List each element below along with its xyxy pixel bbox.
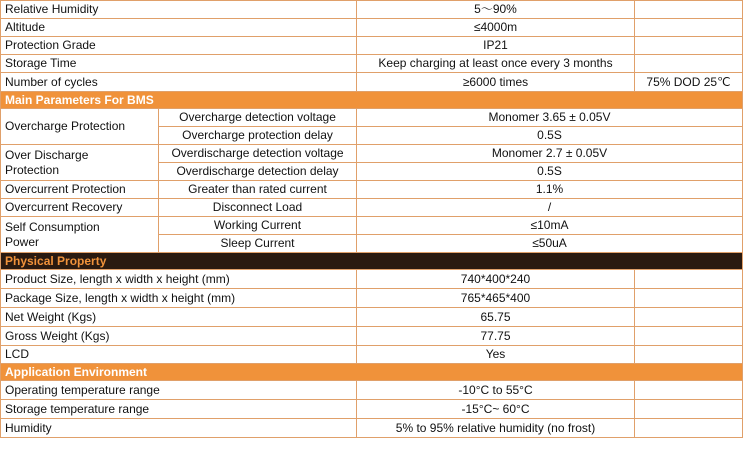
application-label: Operating temperature range — [1, 381, 357, 400]
env-value: Keep charging at least once every 3 months — [357, 55, 635, 73]
physical-value: 77.75 — [357, 327, 635, 346]
bms-value: 0.5S — [357, 127, 743, 145]
env-value: 5～90% — [357, 1, 635, 19]
table-row — [1, 73, 743, 92]
table-row — [1, 327, 743, 346]
env-value: ≥6000 times — [357, 73, 635, 92]
physical-value: Yes — [357, 346, 635, 364]
env-label: Relative Humidity — [1, 1, 357, 19]
bms-value: ≤10mA — [357, 217, 743, 235]
bms-label-self-consumption — [1, 217, 159, 253]
env-note — [635, 55, 743, 73]
table-row — [1, 55, 743, 73]
env-label: Number of cycles — [1, 73, 357, 92]
env-label: Storage Time — [1, 55, 357, 73]
physical-label: Gross Weight (Kgs) — [1, 327, 357, 346]
section-title: Main Parameters For BMS — [1, 92, 743, 109]
section-title: Application Environment — [1, 364, 743, 381]
bms-param: Overdischarge detection delay — [159, 163, 357, 181]
bms-value: 0.5S — [357, 163, 743, 181]
table-row — [1, 381, 743, 400]
bms-value: 1.1% — [357, 181, 743, 199]
table-row — [1, 419, 743, 438]
env-value: ≤4000m — [357, 19, 635, 37]
label-line: Over Discharge — [5, 147, 89, 162]
table-row — [1, 199, 743, 217]
application-label: Storage temperature range — [1, 400, 357, 419]
application-label: Humidity — [1, 419, 357, 438]
env-value: IP21 — [357, 37, 635, 55]
physical-label: Net Weight (Kgs) — [1, 308, 357, 327]
label-line: Protection — [5, 162, 60, 177]
bms-value: Monomer 2.7 ± 0.05V — [357, 145, 743, 163]
bms-label-overcharge: Overcharge Protection — [1, 109, 159, 145]
table-row — [1, 37, 743, 55]
bms-value: / — [357, 199, 743, 217]
application-value: -15°C~ 60°C — [357, 400, 635, 419]
label-line: Self Consumption — [5, 219, 100, 234]
table-row — [1, 145, 743, 163]
table-row — [1, 109, 743, 127]
bms-label-recovery: Overcurrent Recovery — [1, 199, 159, 217]
physical-label: Product Size, length x width x height (mm) — [1, 270, 357, 289]
bms-param: Overcharge detection voltage — [159, 109, 357, 127]
bms-label-overdischarge — [1, 145, 159, 181]
env-note — [635, 37, 743, 55]
label-line: Power — [5, 234, 40, 249]
section-header-bms — [1, 92, 743, 109]
physical-value: 740*400*240 — [357, 270, 635, 289]
bms-param: Overcharge protection delay — [159, 127, 357, 145]
section-header-application — [1, 364, 743, 381]
table-row — [1, 270, 743, 289]
section-header-physical — [1, 253, 743, 270]
empty-cell — [635, 400, 743, 419]
bms-param: Working Current — [159, 217, 357, 235]
table-row — [1, 308, 743, 327]
table-row — [1, 217, 743, 235]
empty-cell — [635, 308, 743, 327]
empty-cell — [635, 270, 743, 289]
env-note: 75% DOD 25℃ — [635, 73, 743, 92]
empty-cell — [635, 381, 743, 400]
bms-value: Monomer 3.65 ± 0.05V — [357, 109, 743, 127]
physical-label: LCD — [1, 346, 357, 364]
env-note — [635, 19, 743, 37]
application-value: -10°C to 55°C — [357, 381, 635, 400]
bms-label-overcurrent: Overcurrent Protection — [1, 181, 159, 199]
physical-label: Package Size, length x width x height (mm) — [1, 289, 357, 308]
section-title: Physical Property — [1, 253, 743, 270]
env-label: Protection Grade — [1, 37, 357, 55]
bms-param: Overdischarge detection voltage — [159, 145, 357, 163]
bms-param: Disconnect Load — [159, 199, 357, 217]
table-row — [1, 181, 743, 199]
empty-cell — [635, 289, 743, 308]
empty-cell — [635, 419, 743, 438]
physical-value: 765*465*400 — [357, 289, 635, 308]
env-note — [635, 1, 743, 19]
bms-value: ≤50uA — [357, 235, 743, 253]
application-value: 5% to 95% relative humidity (no frost) — [357, 419, 635, 438]
env-label: Altitude — [1, 19, 357, 37]
bms-param: Greater than rated current — [159, 181, 357, 199]
empty-cell — [635, 346, 743, 364]
bms-param: Sleep Current — [159, 235, 357, 253]
table-row — [1, 346, 743, 364]
physical-value: 65.75 — [357, 308, 635, 327]
table-row — [1, 19, 743, 37]
empty-cell — [635, 327, 743, 346]
table-row — [1, 1, 743, 19]
table-row — [1, 289, 743, 308]
table-row — [1, 400, 743, 419]
